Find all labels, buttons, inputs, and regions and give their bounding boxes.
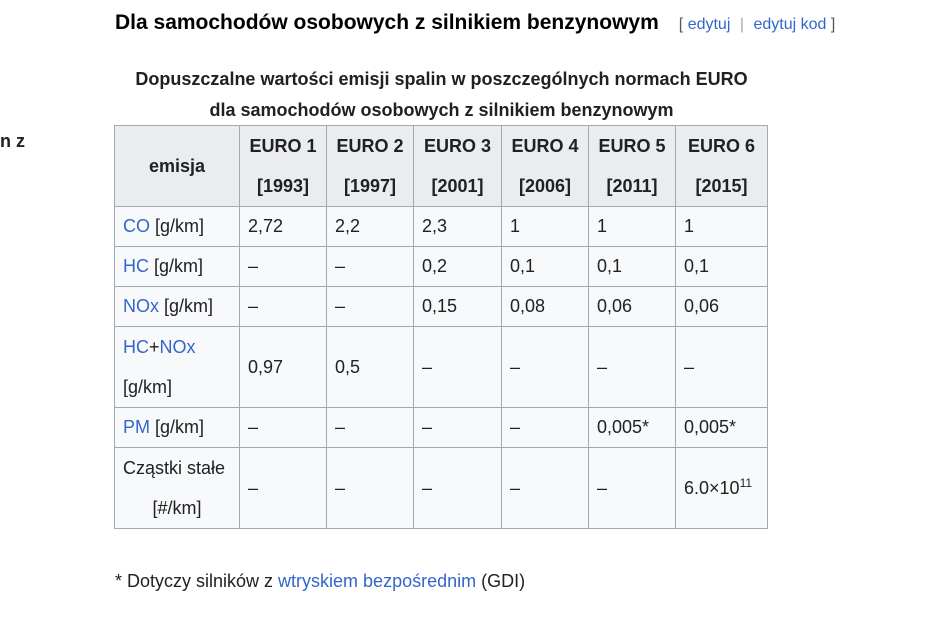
bracket-open: [ bbox=[678, 16, 684, 33]
section-heading bbox=[115, 11, 895, 35]
unit-label: [g/km] bbox=[123, 377, 173, 397]
table-cell: 1 bbox=[502, 207, 589, 247]
table-row-nox bbox=[115, 287, 768, 327]
table-cell: – bbox=[327, 287, 414, 327]
table-caption bbox=[115, 64, 768, 126]
table-row-particles bbox=[115, 448, 768, 529]
row-label bbox=[115, 408, 240, 448]
table-cell: 0,2 bbox=[414, 247, 502, 287]
nox-link[interactable]: NOx bbox=[159, 337, 196, 357]
table-cell: 0,06 bbox=[589, 287, 676, 327]
table-cell: 0,97 bbox=[240, 327, 327, 408]
header-norm: EURO 6 bbox=[687, 136, 756, 156]
header-year: [1993] bbox=[256, 176, 310, 196]
emission-table bbox=[114, 125, 768, 529]
table-cell: – bbox=[589, 327, 676, 408]
table-cell: – bbox=[240, 448, 327, 529]
unit-label: [#/km] bbox=[152, 498, 202, 518]
footnote bbox=[115, 571, 525, 592]
header-year: [2006] bbox=[518, 176, 572, 196]
table-cell: 0,1 bbox=[502, 247, 589, 287]
table-cell: 0,08 bbox=[502, 287, 589, 327]
table-cell: – bbox=[502, 327, 589, 408]
table-cell: 0,06 bbox=[676, 287, 768, 327]
table-row-pm bbox=[115, 408, 768, 448]
table-cell: – bbox=[414, 448, 502, 529]
section-title: Dla samochodów osobowych z silnikiem benzynowym bbox=[115, 11, 659, 34]
bracket-close: ] bbox=[830, 16, 836, 33]
table-row-co bbox=[115, 207, 768, 247]
table-cell: – bbox=[327, 448, 414, 529]
header-year: [1997] bbox=[343, 176, 397, 196]
table-cell: – bbox=[240, 287, 327, 327]
table-cell: 2,3 bbox=[414, 207, 502, 247]
table-cell: – bbox=[327, 408, 414, 448]
table-caption-line1: Dopuszczalne wartości emisji spalin w poszczególnych normach EURO bbox=[135, 69, 748, 89]
table-cell: – bbox=[502, 448, 589, 529]
table-cell: 0,15 bbox=[414, 287, 502, 327]
header-euro-3 bbox=[414, 126, 502, 207]
label-line: Cząstki stałe bbox=[123, 458, 226, 478]
header-euro-1 bbox=[240, 126, 327, 207]
header-euro-4 bbox=[502, 126, 589, 207]
header-year: [2015] bbox=[695, 176, 748, 196]
footnote-prefix: * Dotyczy silników z bbox=[115, 571, 279, 591]
header-norm: EURO 3 bbox=[423, 136, 492, 156]
table-header-row bbox=[115, 126, 768, 207]
footnote-suffix: (GDI) bbox=[476, 571, 526, 591]
table-cell: 0,1 bbox=[589, 247, 676, 287]
row-label bbox=[115, 247, 240, 287]
header-norm: EURO 4 bbox=[511, 136, 579, 156]
hc-link[interactable]: HC bbox=[123, 256, 149, 276]
header-year: [2001] bbox=[431, 176, 484, 196]
table-row-hc-nox bbox=[115, 327, 768, 408]
table-cell: 0,005* bbox=[589, 408, 676, 448]
nox-link[interactable]: NOx bbox=[123, 296, 159, 316]
table-cell bbox=[676, 448, 768, 529]
header-norm: EURO 5 bbox=[598, 136, 666, 156]
table-cell: 1 bbox=[589, 207, 676, 247]
header-euro-5 bbox=[589, 126, 676, 207]
table-cell: – bbox=[240, 408, 327, 448]
co-link[interactable]: CO bbox=[123, 216, 150, 236]
header-euro-6 bbox=[676, 126, 768, 207]
table-cell: – bbox=[240, 247, 327, 287]
table-cell: – bbox=[502, 408, 589, 448]
table-cell: 1 bbox=[676, 207, 768, 247]
plus-sign: + bbox=[149, 337, 160, 357]
header-norm: EURO 1 bbox=[249, 136, 317, 156]
table-cell: 2,2 bbox=[327, 207, 414, 247]
header-emission: emisja bbox=[115, 126, 240, 207]
row-label bbox=[115, 327, 240, 408]
side-text-fragment: n z bbox=[0, 131, 25, 151]
unit-label: [g/km] bbox=[150, 417, 205, 437]
pm-link[interactable]: PM bbox=[123, 417, 150, 437]
table-cell: 0,005* bbox=[676, 408, 768, 448]
hc-link[interactable]: HC bbox=[123, 337, 149, 357]
table-cell: 2,72 bbox=[240, 207, 327, 247]
table-cell: – bbox=[327, 247, 414, 287]
header-norm: EURO 2 bbox=[336, 136, 404, 156]
value-exponent: 11 bbox=[739, 475, 753, 490]
value-base: 6.0×10 bbox=[684, 477, 740, 498]
label-line bbox=[123, 327, 231, 367]
table-cell: – bbox=[414, 327, 502, 408]
table-cell: – bbox=[414, 408, 502, 448]
table-cell: – bbox=[589, 448, 676, 529]
table-cell: 0,1 bbox=[676, 247, 768, 287]
edit-separator: | bbox=[739, 16, 744, 33]
table-row-hc bbox=[115, 247, 768, 287]
row-label bbox=[115, 287, 240, 327]
table-cell: 0,5 bbox=[327, 327, 414, 408]
table-cell: – bbox=[676, 327, 768, 408]
table-caption-line2: dla samochodów osobowych z silnikiem benzynowym bbox=[209, 100, 674, 120]
row-label bbox=[115, 207, 240, 247]
header-year: [2011] bbox=[606, 176, 658, 196]
unit-label: [g/km] bbox=[150, 216, 205, 236]
row-label bbox=[115, 448, 240, 529]
direct-injection-link[interactable]: wtryskiem bezpośrednim bbox=[278, 571, 477, 591]
unit-label: [g/km] bbox=[159, 296, 214, 316]
unit-label: [g/km] bbox=[149, 256, 204, 276]
edit-source-link[interactable]: edytuj kod bbox=[753, 16, 827, 33]
header-euro-2 bbox=[327, 126, 414, 207]
edit-link[interactable]: edytuj bbox=[687, 16, 731, 33]
edit-section-links bbox=[679, 16, 836, 34]
